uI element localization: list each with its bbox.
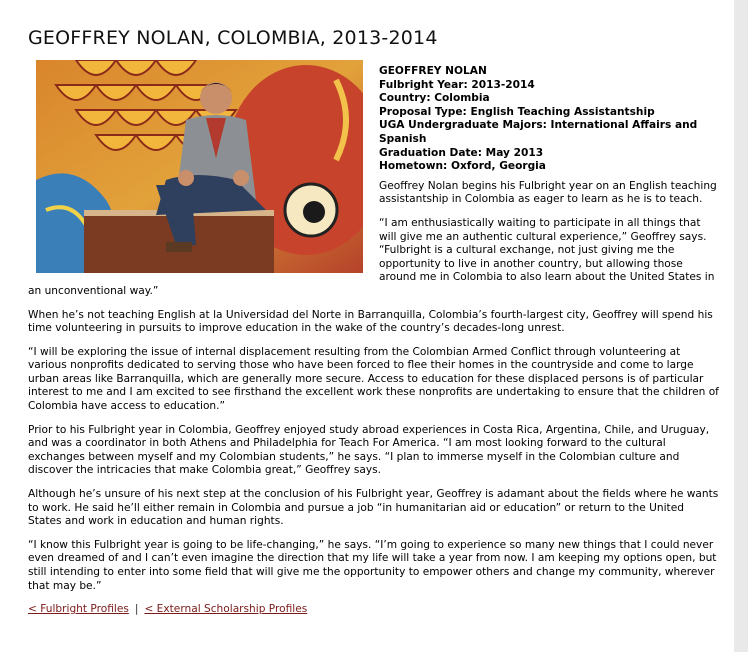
paragraph: “I know this Fulbright year is going to be life-changing,” he says. “I’m going to experience so many new things that I could never even dreamed of and I can’t even imagine the direction that my life will take a year from now. I am keeping my options open, but still intending to enter into some field that will give me the opportunity to empower others and change my community, wherever that may be.” bbox=[28, 538, 717, 592]
paragraph: Geoffrey Nolan begins his Fulbright year on an English teaching assistantship in Colombia as eager to learn as he is to teach. bbox=[379, 179, 717, 206]
fact-year: Fulbright Year: 2013-2014 bbox=[379, 78, 535, 91]
fulbright-profiles-link[interactable]: < Fulbright Profiles bbox=[28, 603, 129, 616]
link-separator: | bbox=[134, 603, 139, 616]
paragraph: Prior to his Fulbright year in Colombia, Geoffrey enjoyed study abroad experiences in Costa Rica, Argentina, Chile, and Uruguay, and was a coordinator in both Athens and Philadelphia for Teach For America. “I am most looking forward to the cultural exchanges between myself and my Colombian students,” he says. “I plan to immerse myself in the Colombian culture and discover the intricacies that make Colombia great,” Geoffrey says. bbox=[28, 423, 710, 477]
page-title: GEOFFREY NOLAN, COLOMBIA, 2013-2014 bbox=[28, 27, 438, 49]
paragraph: “I am enthusiastically waiting to participate in all things that will give me an authentic cultural experience,” Geoffrey says. “Fulbright is a cultural exchange, not just giving me the opportunity to live in another country, but allowing those around me in Colombia to also learn about the United States in an unconventional way.” bbox=[28, 216, 715, 297]
fact-proposal: Proposal Type: English Teaching Assistantship bbox=[379, 105, 655, 118]
article-body bbox=[28, 60, 720, 617]
external-scholarship-profiles-link[interactable]: < External Scholarship Profiles bbox=[144, 603, 308, 616]
fact-graduation: Graduation Date: May 2013 bbox=[379, 146, 544, 159]
paragraph: When he’s not teaching English at la Universidad del Norte in Barranquilla, Colombia’s fourth-largest city, Geoffrey will spend his time volunteering in pursuits to improve education in the wake of the country’s decades-long unrest. bbox=[28, 308, 713, 335]
fact-country: Country: Colombia bbox=[379, 92, 490, 105]
profile-nav-links bbox=[28, 603, 720, 617]
fact-hometown: Hometown: Oxford, Georgia bbox=[379, 160, 546, 173]
fact-name: GEOFFREY NOLAN bbox=[379, 65, 487, 77]
paragraph: “I will be exploring the issue of internal displacement resulting from the Colombian Armed Conflict through volunteering at various nonprofits dedicated to serving those who have been forced to flee their homes in the countryside and come to large urban areas like Barranquilla, which are generally more secure. Access to education for these displaced persons is of particular interest to me and I am excited to see firsthand the excellent work these nonprofits are undertaking to ensure that the children of Colombia have access to education.” bbox=[28, 345, 719, 413]
paragraph: Although he’s unsure of his next step at the conclusion of his Fulbright year, Geoffrey is adamant about the fields where he wants to work. He said he’ll either remain in Colombia and pursue a job “in humanitarian aid or education” or return to the United States and work in education and human rights. bbox=[28, 488, 719, 528]
profile-photo bbox=[36, 60, 363, 273]
page-gutter bbox=[734, 0, 748, 652]
fact-majors: UGA Undergraduate Majors: International Affairs and Spanish bbox=[379, 119, 698, 145]
